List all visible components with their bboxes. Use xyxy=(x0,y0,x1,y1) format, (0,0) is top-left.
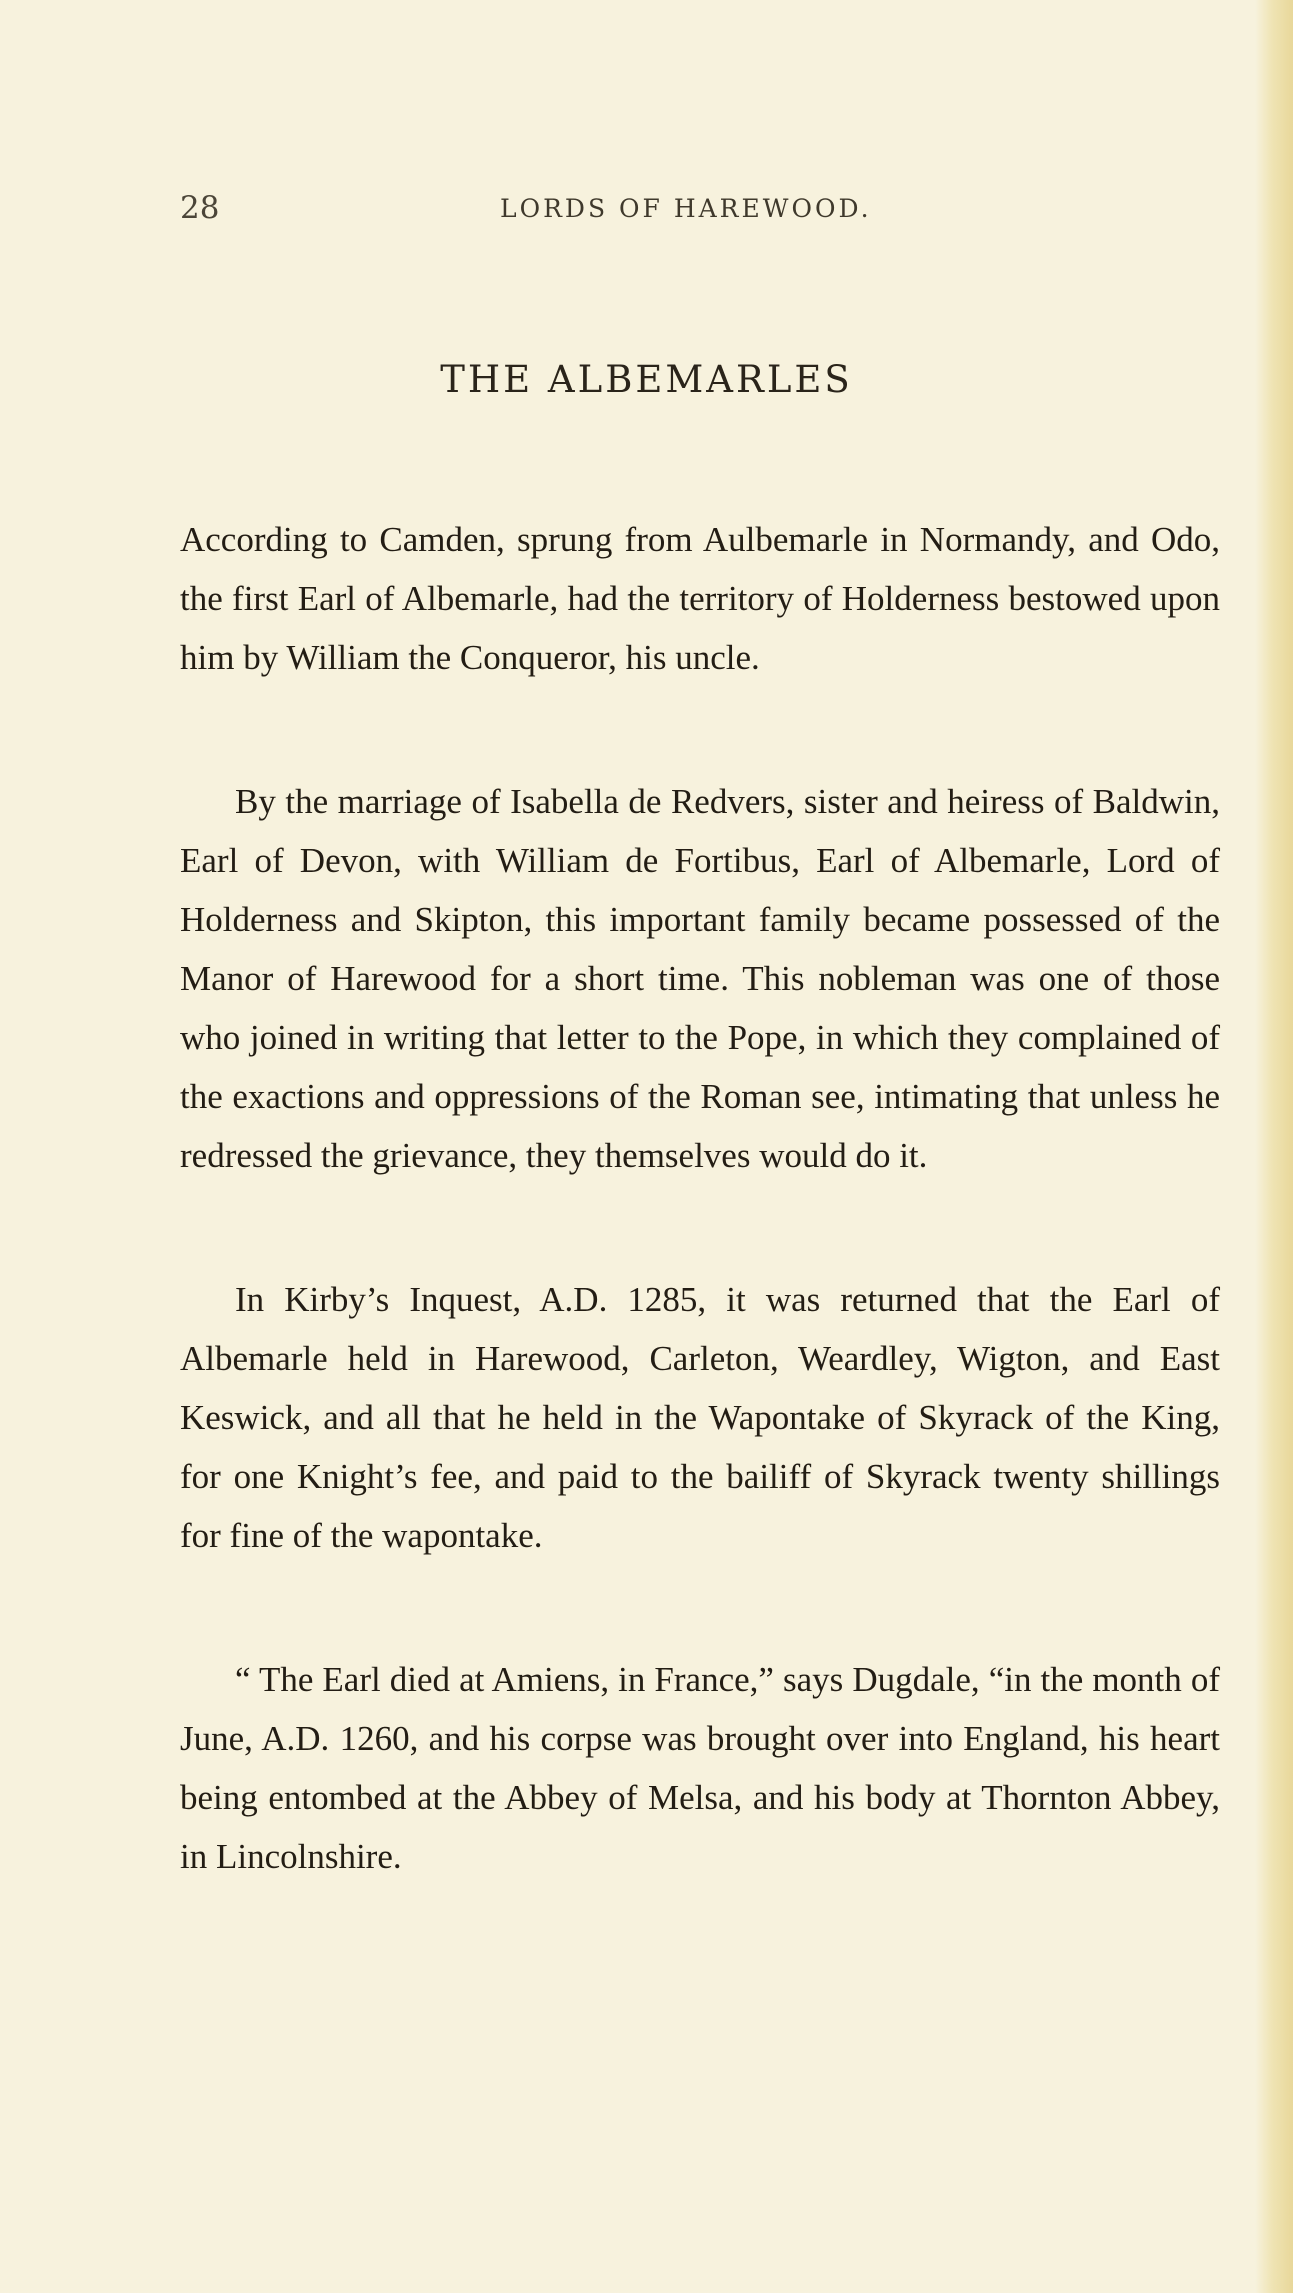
paragraph-inquest: In Kirby’s Inquest, A.D. 1285, it was returned that the Earl of Albemarle held in Harewood, Carleton, Weardley, Wigton, and East Keswick, and all that he held in the Wapontake of Skyrack of the King, for one Knight’s fee, and paid to the bailiff of Skyrack twenty shillings for fine of the wapontake. xyxy=(180,1280,1220,1555)
running-head: LORDS OF HAREWOOD. xyxy=(500,194,872,223)
chapter-title: THE ALBEMARLES xyxy=(440,358,853,401)
paragraph-marriage: By the marriage of Isabella de Redvers, sister and heiress of Baldwin, Earl of Devon, with William de Fortibus, Earl of Albemarle, Lord of Holderness and Skipton, this important family became possessed of the Manor of Harewood for a short time. This nobleman was one of those who joined in writing that letter to the Pope, in which they complained of the exactions and oppressions of the Roman see, intimating that unless he redressed the grievance, they themselves would do it. xyxy=(180,782,1220,1175)
body-text xyxy=(180,510,1220,1971)
page-header xyxy=(180,190,1230,240)
page-edge-shadow xyxy=(1255,0,1293,2293)
page-number: 28 xyxy=(180,190,220,226)
paragraph-origin: According to Camden, sprung from Aulbemarle in Normandy, and Odo, the first Earl of Albemarle, had the territory of Holderness bestowed upon him by William the Conqueror, his uncle. xyxy=(180,520,1220,677)
paragraph-death: “ The Earl died at Amiens, in France,” says Dugdale, “in the month of June, A.D. 1260, and his corpse was brought over into England, his heart being entombed at the Abbey of Melsa, and his body at Thornton Abbey, in Lincolnshire. xyxy=(180,1660,1220,1876)
